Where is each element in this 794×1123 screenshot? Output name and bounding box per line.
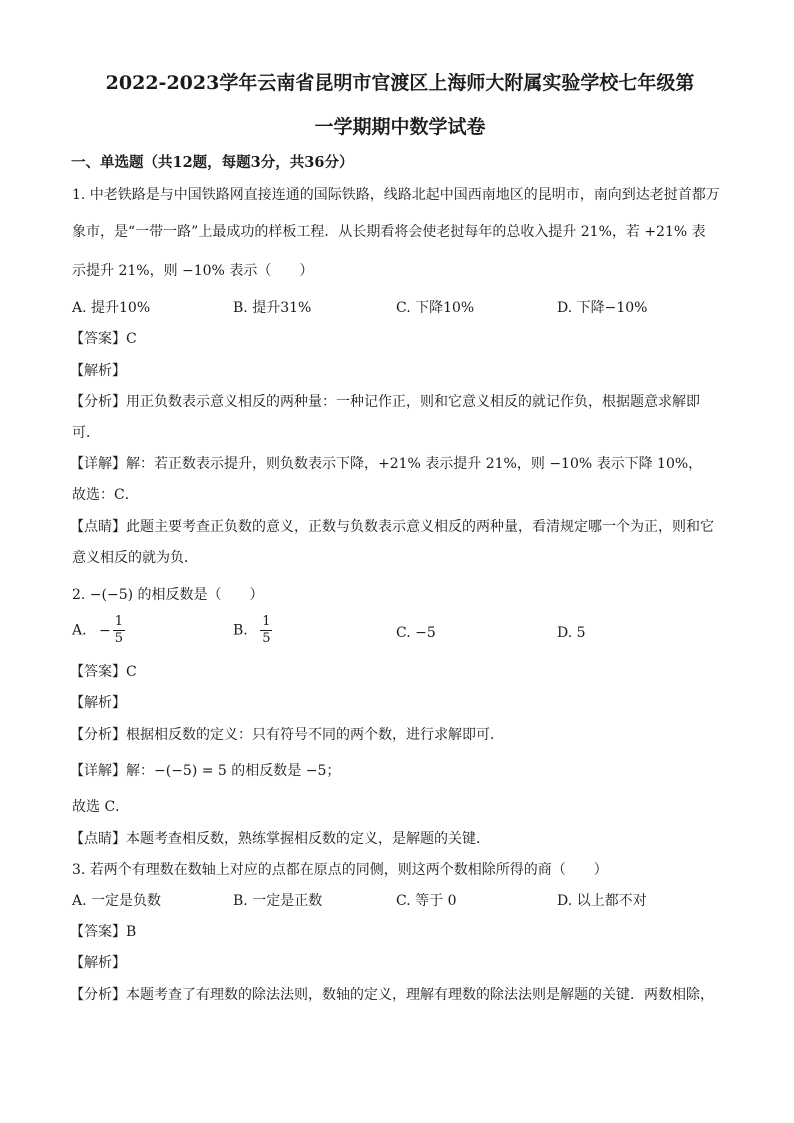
q1-answer: 【答案】C: [70, 331, 137, 347]
q1-jiexi: 【解析】: [70, 363, 126, 379]
q2-option-d: D. 5: [557, 625, 586, 641]
q2-option-b-fraction: [260, 614, 272, 647]
q2-comment: 【点睛】本题考查相反数，熟练掌握相反数的定义，是解题的关键．: [70, 831, 490, 847]
fraction-denominator: 5: [262, 631, 271, 646]
q2-answer: 【答案】C: [70, 664, 137, 680]
q3-option-a: A. 一定是负数: [72, 893, 162, 909]
q2-option-a-sign: −: [99, 622, 111, 639]
fraction-denominator: 5: [114, 631, 124, 646]
q1-option-d: D. 下降−10%: [557, 300, 648, 316]
fraction-numerator: 1: [114, 614, 124, 629]
q3-option-c: C. 等于 0: [396, 893, 457, 909]
q2-jiexi: 【解析】: [70, 695, 126, 711]
q1-comment-line1: 【点睛】此题主要考查正负数的意义，正数与负数表示意义相反的两种量，看清规定哪一个为正，则和它: [70, 519, 714, 535]
q1-comment-line2: 意义相反的就为负．: [72, 550, 198, 566]
q2-stem: 2. −(−5) 的相反数是（ ）: [72, 587, 264, 603]
q2-choice: 故选 C．: [72, 799, 130, 815]
q3-stem: 3. 若两个有理数在数轴上对应的点都在原点的同侧，则这两个数相除所得的商（ ）: [72, 862, 608, 878]
q3-option-b: B. 一定是正数: [233, 893, 323, 909]
q2-option-a: [72, 614, 127, 647]
q1-option-a: A. 提升10%: [72, 300, 151, 316]
q2-option-c: C. −5: [396, 625, 436, 641]
q2-option-a-fraction: [113, 614, 125, 647]
q1-option-c: C. 下降10%: [396, 300, 475, 316]
q3-analysis: 【分析】本题考查了有理数的除法法则，数轴的定义，理解有理数的除法法则是解题的关键．两数相除，: [70, 987, 714, 1003]
q1-choice: 故选：C．: [72, 487, 139, 503]
q1-option-b: B. 提升31%: [233, 300, 312, 316]
q2-option-b: [233, 614, 274, 647]
q2-option-b-label: B.: [233, 622, 248, 639]
fraction-numerator: 1: [262, 614, 271, 629]
section-heading: 一、单选题（共12题，每题3分，共36分）: [71, 154, 354, 171]
q1-analysis-line2: 可．: [72, 425, 100, 441]
q1-detail: 【详解】解：若正数表示提升，则负数表示下降，+21% 表示提升 21%，则 −10% 表示下降 10%，: [70, 456, 703, 472]
q3-jiexi: 【解析】: [70, 955, 126, 971]
q1-stem-line2: 象市，是“一带一路”上最成功的样板工程．从长期看将会使老挝每年的总收入提升 21%，若 +21% 表: [72, 224, 706, 240]
q1-stem-line1: 1. 中老铁路是与中国铁路网直接连通的国际铁路，线路北起中国西南地区的昆明市，南向到达老挝首都万: [72, 187, 720, 203]
q1-stem-line3: 示提升 21%，则 −10% 表示（ ）: [72, 263, 314, 279]
q2-option-a-label: A.: [72, 622, 87, 639]
q3-option-d: D. 以上都不对: [557, 893, 647, 909]
q2-detail: 【详解】解：−(−5) = 5 的相反数是 −5；: [70, 763, 341, 779]
page-title-line1: 2022-2023学年云南省昆明市官渡区上海师大附属实验学校七年级第: [105, 72, 695, 94]
q1-analysis-line1: 【分析】用正负数表示意义相反的两种量：一种记作正，则和它意义相反的就记作负，根据题意求解即: [70, 394, 700, 410]
page-title-line2: 一学期期中数学试卷: [314, 116, 486, 138]
q3-answer: 【答案】B: [70, 924, 137, 940]
q2-analysis: 【分析】根据相反数的定义：只有符号不同的两个数，进行求解即可．: [70, 727, 504, 743]
